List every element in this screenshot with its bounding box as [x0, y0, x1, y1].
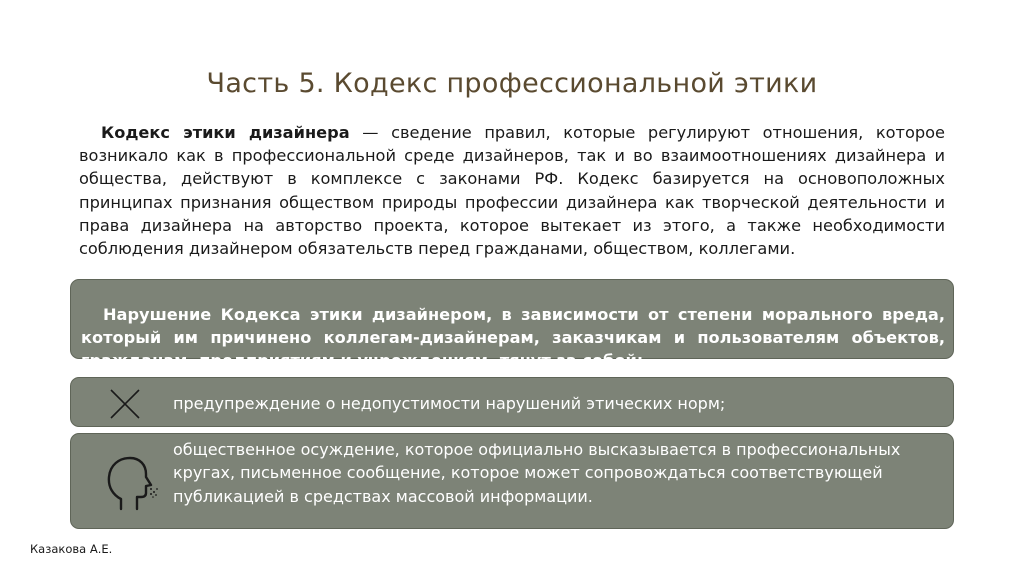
violation-box	[70, 279, 954, 371]
intro-term: Кодекс этики дизайнера	[101, 123, 350, 142]
violation-text	[81, 303, 945, 373]
consequence-warning-text: предупреждение о недопустимости нарушений этических норм;	[173, 394, 726, 413]
consequence-warning-box	[70, 377, 954, 427]
consequence-condemnation-box	[70, 433, 954, 529]
slide-title: Часть 5. Кодекс профессиональной этики	[206, 68, 818, 99]
cross-icon	[109, 388, 141, 420]
speaking-head-icon	[99, 453, 161, 513]
intro-definition: — сведение правил, которые регулируют отношения, которое возникало как в профессиональной среде дизайнеров, так и во взаимоотношениях дизайнера и общества, действуют в комплексе с законами РФ. Кодекс базируется на основоположных принципах признания обществом природы профессии дизайнера как творческой деятельности и права дизайнера на авторство проекта, которое вытекает из этого, а также необходимости соблюдения дизайнером обязательств перед гражданами, обществом, коллегами.	[79, 123, 946, 259]
author-label: Казакова А.Е.	[30, 542, 113, 556]
consequence-condemnation-text: общественное осуждение, которое официально высказывается в профессиональных кругах, письменное сообщение, которое может сопровождаться соответствующей публикацией в средствах массовой информации.	[173, 440, 901, 506]
intro-paragraph	[79, 121, 945, 260]
violation-text-content: Нарушение Кодекса этики дизайнером, в зависимости от степени морального вреда, который им причинено коллегам-дизайнерам, заказчикам и пользователям объектов, гражданам, предприятиям и учреждениям, тянут за собой:	[81, 305, 945, 371]
